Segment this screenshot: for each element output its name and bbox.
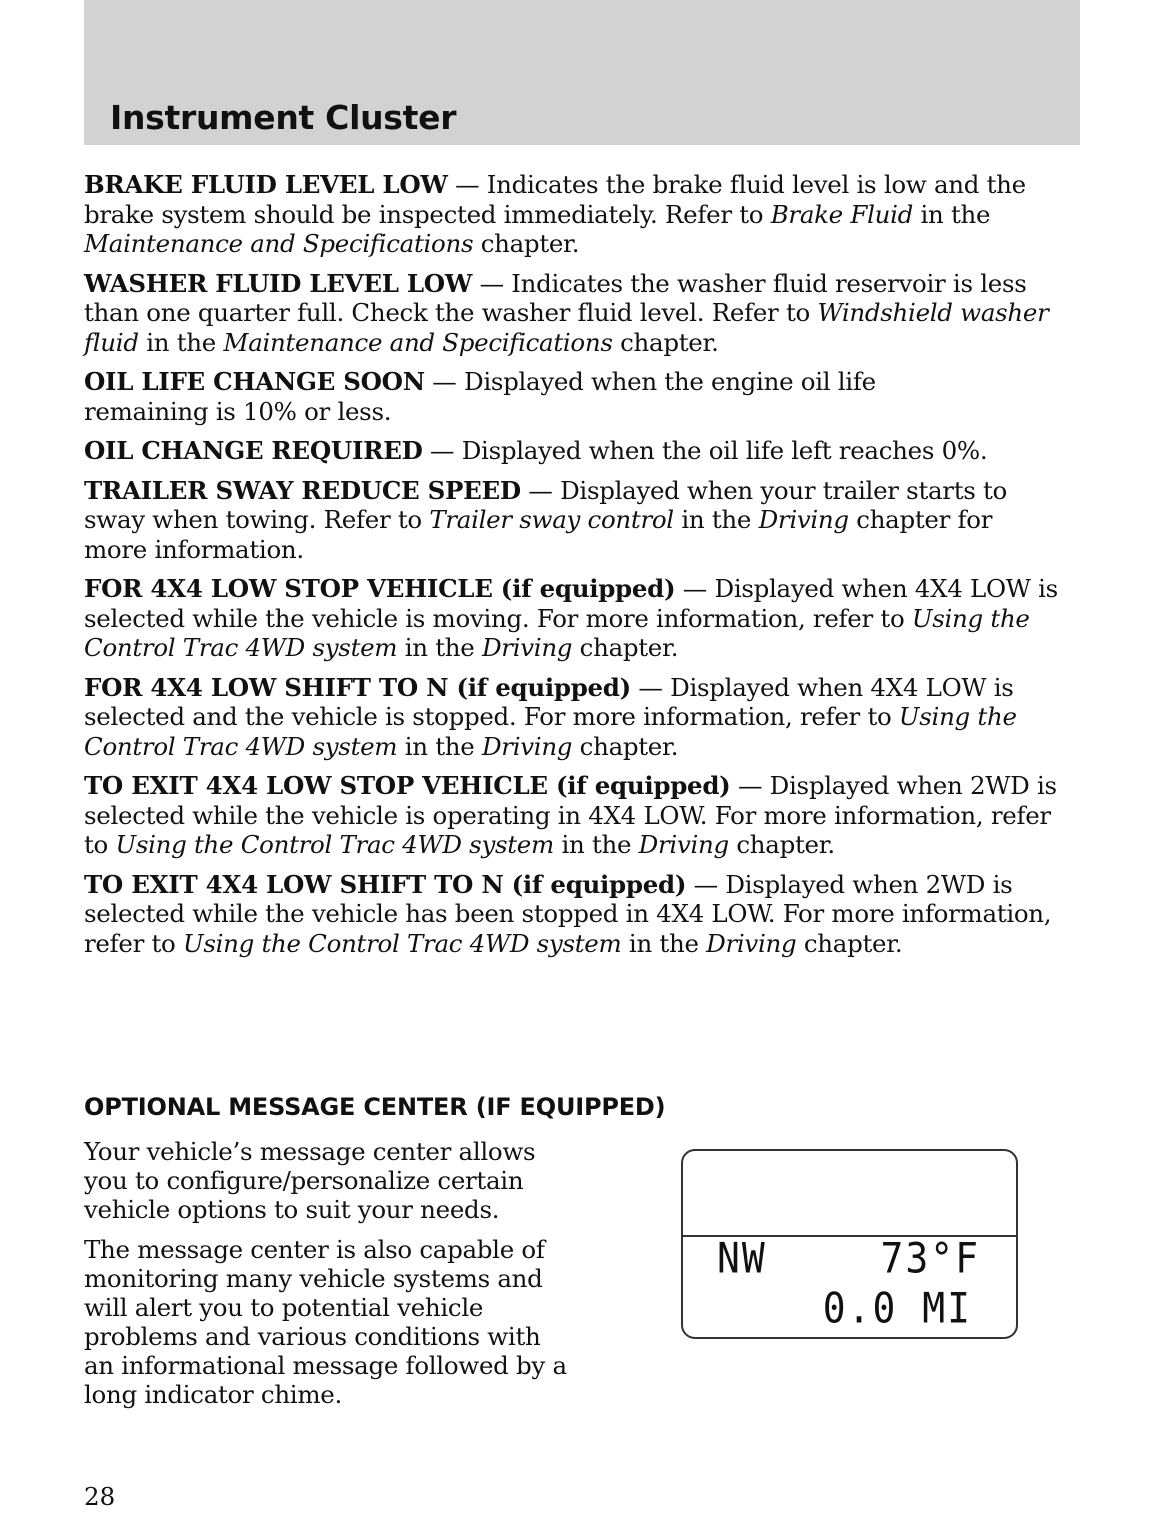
section-heading: OPTIONAL MESSAGE CENTER (IF EQUIPPED) <box>84 1093 666 1121</box>
compass-heading: NW <box>717 1233 767 1283</box>
intro-paragraph: The message center is also capable of monitoring many vehicle systems and will alert you to potential vehicle problems and various conditions with an informational message followed by a long indicator chime. <box>84 1235 567 1409</box>
entry-term: OIL LIFE CHANGE SOON <box>84 367 425 396</box>
message-center-intro <box>84 1137 684 1420</box>
entry-term: BRAKE FLUID LEVEL LOW <box>84 170 448 199</box>
entry-term: TO EXIT 4X4 LOW SHIFT TO N (if equipped) <box>84 869 687 899</box>
entry-term: TO EXIT 4X4 LOW STOP VEHICLE (if equipped) <box>84 771 731 800</box>
entry-to-exit-4x4-low-stop-vehicle: TO EXIT 4X4 LOW STOP VEHICLE (if equipped) — Displayed when 2WD is selected while the vehicle is operating in 4X4 LOW. For more information, refer to Using the Control Trac 4WD system in the Driving chapter. <box>84 771 1057 859</box>
entry-term: WASHER FLUID LEVEL LOW <box>84 268 473 298</box>
entry-term: TRAILER SWAY REDUCE SPEED <box>84 475 521 505</box>
page-title: Instrument Cluster <box>110 98 457 137</box>
page-number: 28 <box>84 1482 116 1511</box>
entry-brake-fluid-level-low: BRAKE FLUID LEVEL LOW — Indicates the brake fluid level is low and the brake system should be inspected immediately. Refer to Brake Fluid in the Maintenance and Specifications chapter. <box>84 170 1026 258</box>
entry-oil-life-change-soon: OIL LIFE CHANGE SOON — Displayed when the engine oil life remaining is 10% or less. <box>84 367 876 426</box>
entry-to-exit-4x4-low-shift-to-n: TO EXIT 4X4 LOW SHIFT TO N (if equipped) — Displayed when 2WD is selected while the vehicle has been stopped in 4X4 LOW. For more information, refer to Using the Control Trac 4WD system in the Driving chapter. <box>84 869 1052 958</box>
entry-term: FOR 4X4 LOW SHIFT TO N (if equipped) <box>84 672 631 702</box>
message-center-display <box>681 1149 1018 1339</box>
entry-oil-change-required: OIL CHANGE REQUIRED — Displayed when the oil life left reaches 0%. <box>84 436 988 465</box>
entry-for-4x4-low-shift-to-n: FOR 4X4 LOW SHIFT TO N (if equipped) — Displayed when 4X4 LOW is selected and the vehicle is stopped. For more information, refer to Using the Control Trac 4WD system in the Driving chapter. <box>84 672 1017 761</box>
entry-washer-fluid-level-low: WASHER FLUID LEVEL LOW — Indicates the washer fluid reservoir is less than one quarter full. Check the washer fluid level. Refer to Windshield washer fluid in the Maintenance and Specifications chapter. <box>84 268 1049 357</box>
entry-term: OIL CHANGE REQUIRED <box>84 436 423 465</box>
intro-paragraph: Your vehicle’s message center allows you to configure/personalize certain vehicle options to suit your needs. <box>84 1137 536 1224</box>
trip-odometer: 0.0 MI <box>822 1283 972 1333</box>
warning-message-list <box>84 170 1074 968</box>
entry-trailer-sway-reduce-speed: TRAILER SWAY REDUCE SPEED — Displayed when your trailer starts to sway when towing. Refer to Trailer sway control in the Driving chapter for more information. <box>84 475 1008 564</box>
entry-for-4x4-low-stop-vehicle: FOR 4X4 LOW STOP VEHICLE (if equipped) — Displayed when 4X4 LOW is selected while the vehicle is moving. For more information, refer to Using the Control Trac 4WD system in the Driving chapter. <box>84 574 1058 662</box>
outside-temperature: 73°F <box>880 1233 980 1283</box>
entry-term: FOR 4X4 LOW STOP VEHICLE (if equipped) <box>84 574 676 603</box>
